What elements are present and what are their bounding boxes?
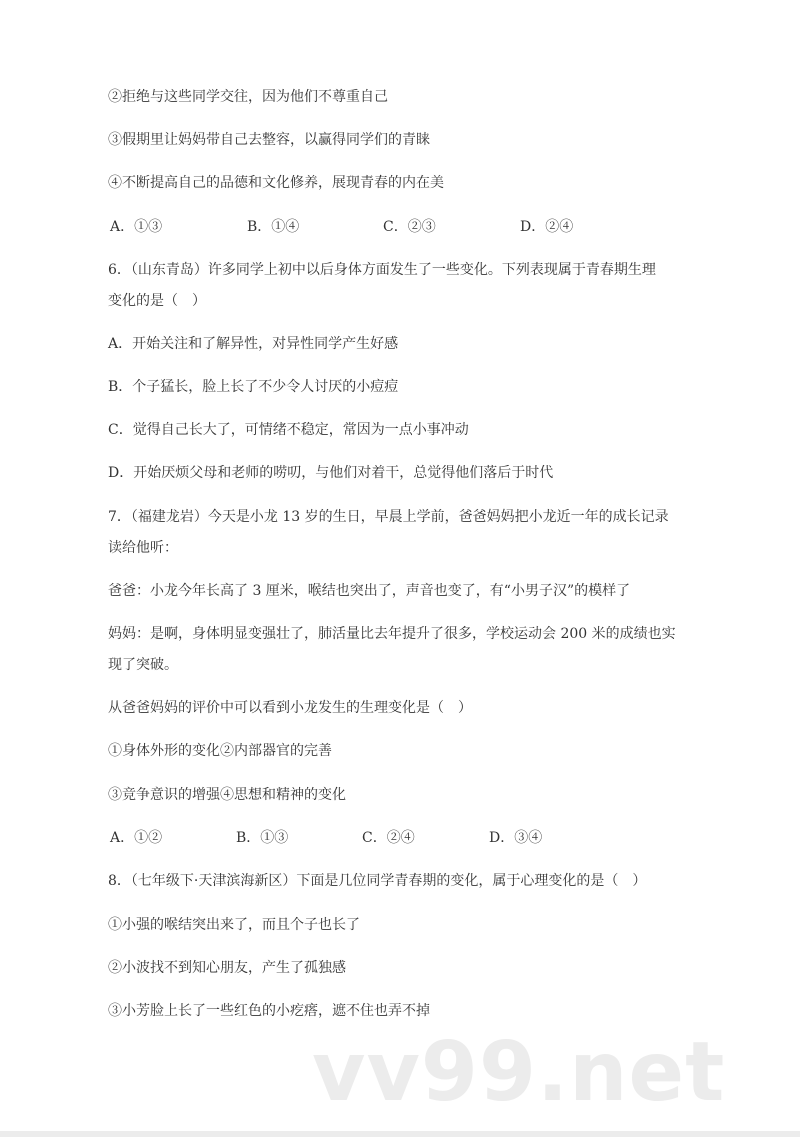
option-d: D．③④ bbox=[489, 830, 543, 846]
statement-4: ④不断提高自己的品德和文化修养，展现青春的内在美 bbox=[108, 175, 444, 191]
option-b: B．①③ bbox=[236, 830, 289, 846]
page-bottom-edge bbox=[0, 1131, 800, 1137]
option-a: A．①③ bbox=[110, 219, 163, 235]
mom-quote: 妈妈：是啊，身体明显变强壮了，肺活量比去年提升了很多，学校运动会 200 米的成绩也实 bbox=[108, 626, 676, 642]
q6-option-d: D．开始厌烦父母和老师的唠叨，与他们对着干，总觉得他们落后于时代 bbox=[108, 465, 554, 481]
mom-quote-cont: 现了突破。 bbox=[108, 657, 178, 673]
q6-option-a: A．开始关注和了解异性，对异性同学产生好感 bbox=[108, 336, 399, 352]
option-b: B．①④ bbox=[247, 219, 300, 235]
q6-option-b: B．个子猛长，脸上长了不少令人讨厌的小痘痘 bbox=[108, 379, 399, 395]
q6-option-c: C．觉得自己长大了，可情绪不稳定，常因为一点小事冲动 bbox=[108, 422, 469, 438]
question-6-cont: 变化的是（ ） bbox=[108, 293, 206, 309]
option-a: A．①② bbox=[110, 830, 163, 846]
option-c: C．②④ bbox=[362, 830, 415, 846]
watermark: vv99.net bbox=[312, 1025, 726, 1120]
question-7-prompt: 从爸爸妈妈的评价中可以看到小龙发生的生理变化是（ ） bbox=[108, 700, 472, 716]
statement-3: ③假期里让妈妈带自己去整容，以赢得同学们的青睐 bbox=[108, 132, 430, 148]
q8-statement-1: ①小强的喉结突出来了，而且个子也长了 bbox=[108, 917, 360, 933]
option-d: D．②④ bbox=[520, 219, 574, 235]
question-8: 8．（七年级下·天津滨海新区）下面是几位同学青春期的变化，属于心理变化的是（ ） bbox=[108, 873, 647, 889]
question-7-cont: 读给他听： bbox=[108, 540, 178, 556]
question-6: 6．（山东青岛）许多同学上初中以后身体方面发生了一些变化。下列表现属于青春期生理 bbox=[108, 262, 656, 278]
q7-statements-1-2: ①身体外形的变化②内部器官的完善 bbox=[108, 743, 332, 759]
question-7: 7．（福建龙岩）今天是小龙 13 岁的生日，早晨上学前，爸爸妈妈把小龙近一年的成长记录 bbox=[108, 509, 669, 525]
q8-statement-2: ②小波找不到知心朋友，产生了孤独感 bbox=[108, 960, 346, 976]
statement-2: ②拒绝与这些同学交往，因为他们不尊重自己 bbox=[108, 89, 388, 105]
dad-quote: 爸爸：小龙今年长高了 3 厘米，喉结也突出了，声音也变了，有“小男子汉”的模样了 bbox=[108, 583, 631, 599]
q7-statements-3-4: ③竞争意识的增强④思想和精神的变化 bbox=[108, 787, 346, 803]
option-c: C．②③ bbox=[383, 219, 436, 235]
q8-statement-3: ③小芳脸上长了一些红色的小疙瘩，遮不住也弄不掉 bbox=[108, 1003, 430, 1019]
